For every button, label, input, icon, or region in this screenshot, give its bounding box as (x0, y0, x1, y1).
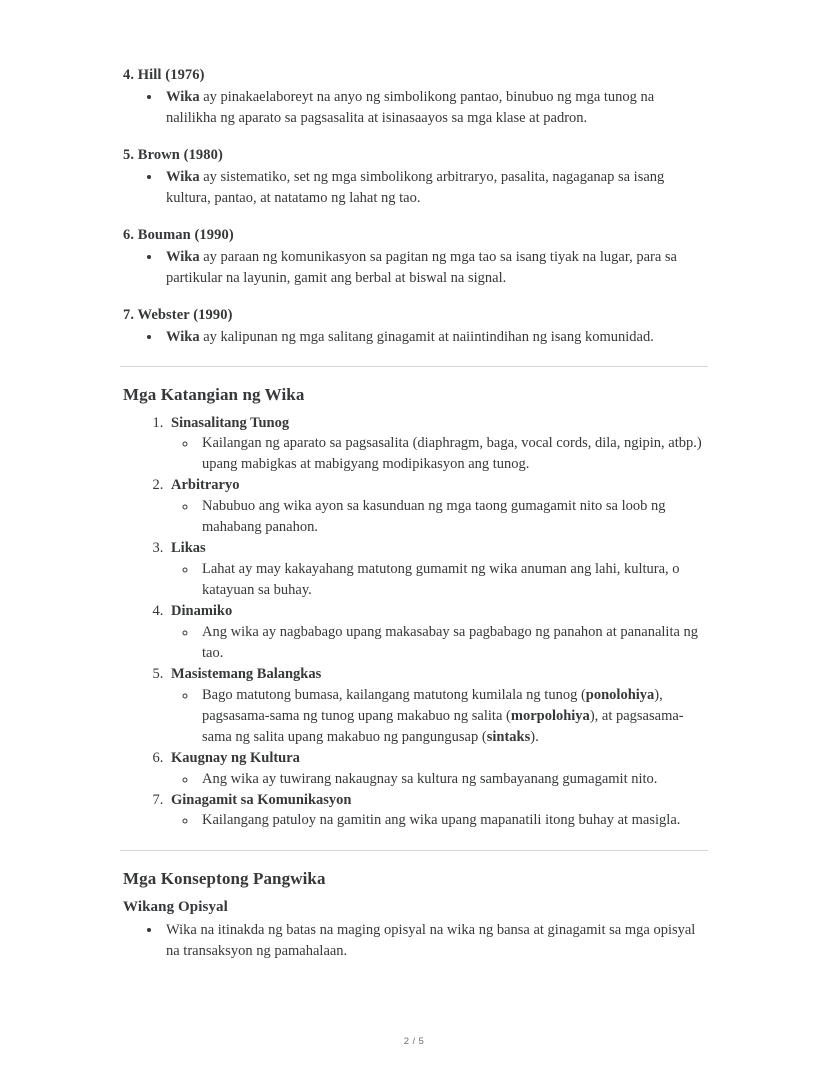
definition-block (120, 306, 708, 348)
list-item (162, 167, 708, 209)
definition-bullet-list (120, 167, 708, 209)
definition-block (120, 226, 708, 289)
section-heading-katangian: Mga Katangian ng Wika (123, 385, 305, 405)
definition-body: ay pinakaelaboreyt na anyo ng simbolikong pantao, binubuo ng mga tunog na nalilikha ng aparato sa pagsasalita at isinasaayos sa mga klase at padron. (166, 88, 655, 126)
linguistics-term-sintaks: sintaks (486, 729, 531, 746)
linguistics-term-morpolohiya: morpolohiya (510, 707, 590, 724)
list-item (167, 748, 708, 790)
definition-block (120, 146, 708, 209)
list-item (167, 601, 708, 664)
characteristics-list (120, 413, 708, 832)
characteristic-label: Sinasalitang Tunog (171, 414, 290, 431)
section-heading-konsepto: Mga Konseptong Pangwika (123, 868, 326, 888)
detail-text-part: ), at pagsasama-sama ng salita upang makabuo ng pangungusap ( (202, 707, 684, 746)
characteristic-label: Masistemang Balangkas (171, 666, 322, 683)
definition-heading: 6. Bouman (1990) (123, 227, 234, 244)
definition-heading: 7. Webster (1990) (123, 307, 233, 324)
list-item (167, 790, 708, 832)
list-item (162, 247, 708, 289)
definition-heading: 5. Brown (1980) (123, 147, 223, 164)
section-divider (120, 850, 708, 851)
characteristic-detail-list (171, 810, 708, 831)
list-item (167, 538, 708, 601)
characteristic-label: Dinamiko (171, 603, 233, 620)
detail-text-part: Bago matutong bumasa, kailangang matutong kumilala ng tunog ( (202, 686, 586, 703)
definition-term: Wika (166, 88, 200, 105)
definition-body: ay kalipunan ng mga salitang ginagamit at naiintindihan ng isang komunidad. (199, 329, 654, 346)
characteristic-label: Likas (171, 540, 206, 557)
characteristic-detail-list (171, 769, 708, 790)
definition-block (120, 66, 708, 129)
definition-body: ay paraan ng komunikasyon sa pagitan ng mga tao sa isang tiyak na lugar, para sa partikular na layunin, gamit ang berbal at biswal na signal. (166, 249, 677, 287)
detail-text-part: ). (530, 729, 539, 746)
subheading-wikang-opisyal: Wikang Opisyal (123, 898, 228, 915)
list-item: ◦ Kailangan ng aparato sa pagsasalita (diaphragm, baga, vocal cords, dila, ngipin, atbp.) upang mabigkas at mabigyang modipikasyon ang tunog. (197, 433, 708, 475)
list-item (162, 87, 708, 129)
definition-heading: 4. Hill (1976) (123, 67, 205, 83)
section-divider (120, 366, 708, 367)
list-item: ◦ Lahat ay may kakayahang matutong gumamit ng wika anuman ang lahi, kultura, o katayuan sa buhay. (197, 559, 708, 601)
list-item (167, 664, 708, 748)
characteristic-label: Ginagamit sa Komunikasyon (171, 791, 352, 808)
definition-bullet-list (120, 327, 708, 348)
list-item: ◦ Ang wika ay nagbabago upang makasabay sa pagbabago ng panahon at pananalita ng tao. (197, 622, 708, 664)
definition-term: Wika (166, 249, 200, 266)
list-item (162, 327, 708, 348)
definition-bullet-list (120, 87, 708, 129)
list-item: ◦ Kailangang patuloy na gamitin ang wika upang mapanatili itong buhay at masigla. (197, 810, 708, 831)
characteristic-detail-list (171, 559, 708, 601)
linguistics-term-ponolohiya: ponolohiya (585, 686, 655, 703)
list-item (167, 475, 708, 538)
list-item: • Wika na itinakda ng batas na maging opisyal na wika ng bansa at ginagamit sa mga opisyal na transaksyon ng pamahalaan. (162, 920, 708, 962)
characteristic-detail-list (171, 685, 708, 748)
characteristic-detail-list (171, 496, 708, 538)
definition-term: Wika (166, 169, 200, 185)
characteristic-label: Kaugnay ng Kultura (171, 750, 300, 767)
list-item: ◦ Ang wika ay tuwirang nakaugnay sa kultura ng sambayanang gumagamit nito. (197, 769, 708, 790)
list-item (197, 685, 708, 748)
definition-body: ay sistematiko, set ng mga simbolikong arbitraryo, pasalita, nagaganap sa isang kultura, pantao, at natatamo ng lahat ng tao. (166, 169, 665, 207)
characteristic-detail-list (171, 433, 708, 475)
list-item: ◦ Nabubuo ang wika ayon sa kasunduan ng mga taong gumagamit nito sa loob ng mahabang panahon. (197, 496, 708, 538)
concept-bullet-list (120, 920, 708, 962)
definition-bullet-list (120, 247, 708, 289)
document-content (120, 66, 708, 963)
page-number-footer: 2 / 5 (403, 1036, 425, 1047)
list-item (167, 413, 708, 476)
definition-term: Wika (166, 329, 200, 346)
detail-text-part: ), pagsasama-sama ng tunog upang makabuo ng salita ( (202, 686, 663, 724)
characteristic-detail-list (171, 622, 708, 664)
characteristic-label: Arbitraryo (171, 477, 240, 494)
